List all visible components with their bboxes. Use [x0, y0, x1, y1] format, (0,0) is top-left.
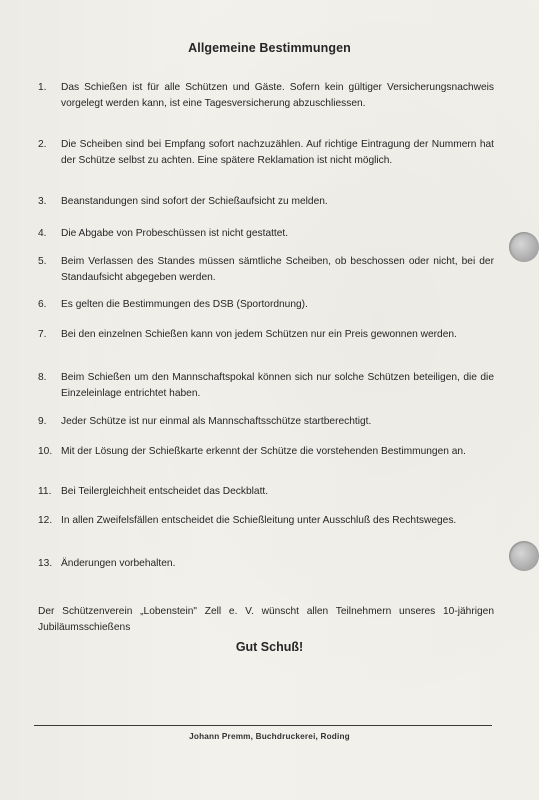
rule-item — [38, 370, 494, 401]
rule-text: Bei Teilergleichheit entscheidet das Deckblatt. — [61, 486, 269, 497]
greeting: Gut Schuß! — [235, 640, 304, 654]
rule-item — [38, 226, 494, 242]
rule-item — [38, 194, 494, 210]
rule-number: 5. — [38, 256, 47, 267]
rule-number: 10. — [38, 446, 53, 457]
rule-number: 13. — [38, 558, 53, 569]
rule-number: 12. — [38, 515, 53, 526]
rule-item — [38, 414, 494, 430]
rule-number: 1. — [38, 82, 47, 93]
punch-hole — [509, 232, 539, 262]
rule-text: Beim Verlassen des Standes müssen sämtliche Scheiben, ob beschossen oder nicht, bei der Standaufsicht abgegeben werden. — [61, 256, 494, 283]
rule-item — [38, 327, 494, 343]
rule-text: Die Abgabe von Probeschüssen ist nicht gestattet. — [61, 228, 289, 239]
rule-text: Es gelten die Bestimmungen des DSB (Sportordnung). — [61, 299, 308, 310]
rule-number: 2. — [38, 139, 47, 150]
rule-text: Die Scheiben sind bei Empfang sofort nachzuzählen. Auf richtige Eintragung der Nummern hat der Schütze selbst zu achten. Eine spätere Reklamation ist nicht möglich. — [61, 139, 494, 166]
rule-text: Das Schießen ist für alle Schützen und Gäste. Sofern kein gültiger Versicherungsnachweis vorgelegt werden kann, ist eine Tagesversicherung abzuschliessen. — [61, 82, 494, 109]
rule-item — [38, 513, 494, 529]
rule-item — [38, 444, 494, 460]
rule-number: 6. — [38, 299, 47, 310]
rule-number: 4. — [38, 228, 47, 239]
rule-text: Jeder Schütze ist nur einmal als Mannschaftsschütze startberechtigt. — [61, 416, 372, 427]
rule-number: 11. — [38, 486, 52, 497]
rule-item — [38, 137, 494, 168]
rule-number: 9. — [38, 416, 47, 427]
rule-text: Bei den einzelnen Schießen kann von jedem Schützen nur ein Preis gewonnen werden. — [61, 329, 457, 340]
rule-item — [38, 484, 494, 500]
closing-text: Der Schützenverein „Lobenstein" Zell e. V. wünscht allen Teilnehmern unseres 10-jährigen Jubiläumsschießens — [38, 606, 494, 633]
rule-text: Beanstandungen sind sofort der Schießaufsicht zu melden. — [61, 196, 328, 207]
rule-item — [38, 556, 494, 572]
document-title: Allgemeine Bestimmungen — [188, 41, 351, 55]
punch-hole — [509, 541, 539, 571]
rule-text: Mit der Lösung der Schießkarte erkennt der Schütze die vorstehenden Bestimmungen an. — [61, 446, 466, 457]
rule-text: Beim Schießen um den Mannschaftspokal können sich nur solche Schützen beteiligen, die die Einzeleinlage entrichtet haben. — [61, 372, 494, 399]
rule-number: 7. — [38, 329, 47, 340]
rule-item — [38, 80, 494, 111]
rule-number: 3. — [38, 196, 47, 207]
printer-imprint: Johann Premm, Buchdruckerei, Roding — [189, 732, 350, 741]
rule-text: Änderungen vorbehalten. — [61, 558, 176, 569]
rule-text: In allen Zweifelsfällen entscheidet die Schießleitung unter Ausschluß des Rechtsweges. — [61, 515, 457, 526]
footer-divider — [34, 725, 492, 726]
rule-item — [38, 254, 494, 285]
rule-item — [38, 297, 494, 313]
rule-number: 8. — [38, 372, 47, 383]
